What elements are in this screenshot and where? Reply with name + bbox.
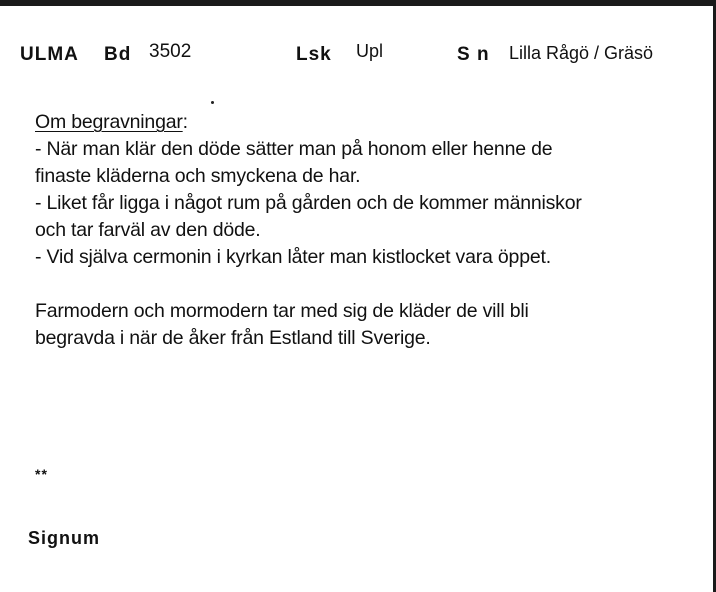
- landskap-label: Lsk: [296, 44, 332, 65]
- record-heading-colon: :: [182, 111, 188, 133]
- record-heading: [35, 109, 695, 136]
- record-text: [35, 109, 695, 352]
- landskap-value: Upl: [356, 41, 384, 61]
- volume-number: 3502: [149, 41, 192, 62]
- signum-label: Signum: [28, 528, 100, 548]
- socken-label: S n: [457, 44, 490, 65]
- card-top-edge: [0, 0, 716, 6]
- record-line: finaste kläderna och smyckena de har.: [35, 165, 361, 187]
- record-line: begravda i när de åker från Estland till Sverige.: [35, 327, 431, 349]
- socken-value: Lilla Rågö / Gräsö: [509, 43, 654, 63]
- record-paragraph-gap: [35, 271, 695, 298]
- record-heading-text: Om begravningar: [35, 111, 183, 133]
- record-line: - När man klär den döde sätter man på honom eller henne de: [35, 138, 553, 160]
- record-line: - Liket får ligga i något rum på gården och de kommer människor: [35, 192, 582, 214]
- volume-label: Bd: [104, 44, 132, 65]
- ink-speck: [211, 101, 214, 104]
- informant-marker: **: [35, 466, 48, 482]
- archive-label: ULMA: [20, 44, 79, 65]
- record-line: Farmodern och mormodern tar med sig de kläder de vill bli: [35, 300, 529, 322]
- record-line: - Vid själva cermonin i kyrkan låter man kistlocket vara öppet.: [35, 246, 551, 268]
- record-line: och tar farväl av den döde.: [35, 219, 261, 241]
- card-header: [0, 41, 716, 74]
